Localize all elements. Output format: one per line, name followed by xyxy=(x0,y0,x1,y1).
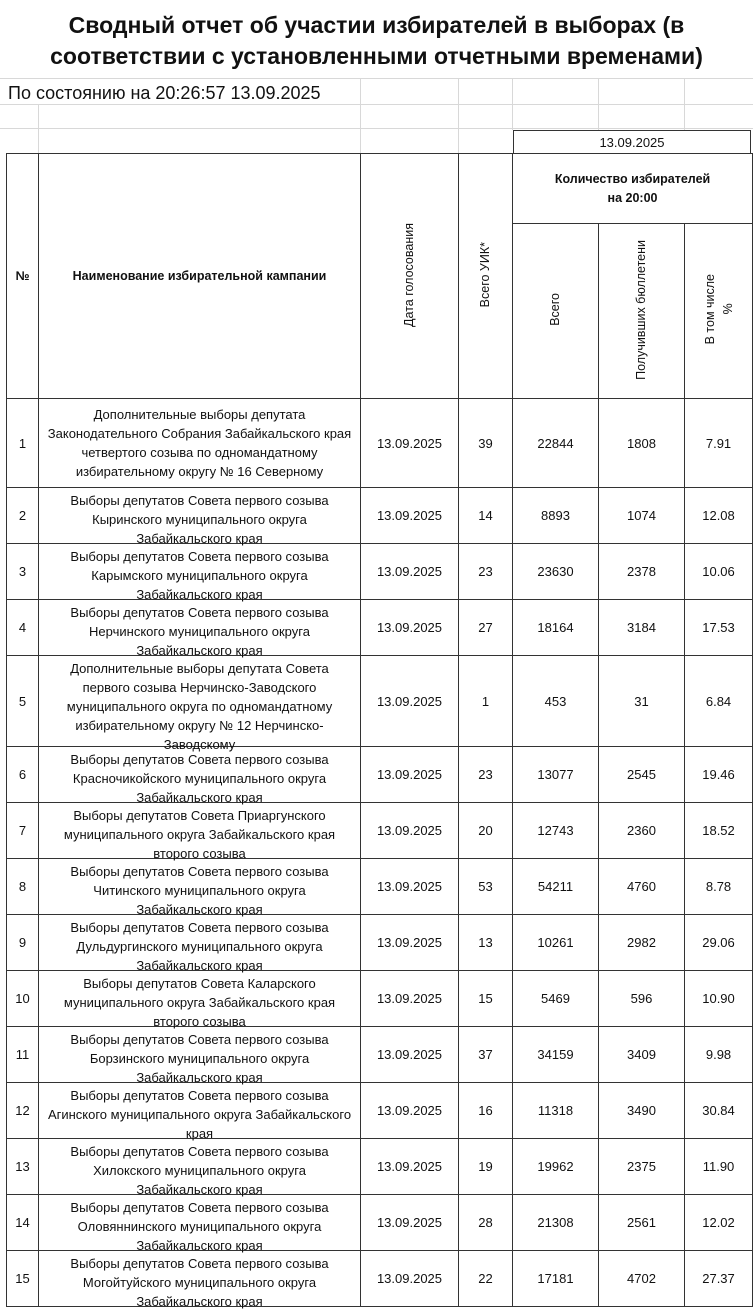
campaign-name-text: Выборы депутатов Совета первого созыва Оловяннинского муниципального округа Забайкальского края xyxy=(70,1200,329,1253)
row-vote-date: 13.09.2025 xyxy=(361,399,459,488)
row-received: 31 xyxy=(599,656,685,747)
row-uik-total: 14 xyxy=(459,488,513,544)
campaign-name-text: Выборы депутатов Совета первого созыва Карымского муниципального округа Забайкальского края xyxy=(70,549,329,602)
row-percent: 12.08 xyxy=(685,488,753,544)
row-received: 4702 xyxy=(599,1251,685,1307)
row-campaign-name xyxy=(39,600,361,656)
row-voters-total: 13077 xyxy=(513,747,599,803)
header-voters-group-label: Количество избирателей на 20:00 xyxy=(554,171,711,205)
row-vote-date: 13.09.2025 xyxy=(361,971,459,1027)
row-received: 2982 xyxy=(599,915,685,971)
row-num: 5 xyxy=(7,656,39,747)
gridline xyxy=(598,78,599,130)
row-received: 2545 xyxy=(599,747,685,803)
campaign-name-text: Выборы депутатов Совета Приаргунского муниципального округа Забайкальского края второго созыва xyxy=(63,808,336,861)
row-uik-total: 13 xyxy=(459,915,513,971)
table-row xyxy=(7,544,753,600)
header-vote-date xyxy=(361,154,459,399)
row-campaign-name xyxy=(39,971,361,1027)
row-percent: 6.84 xyxy=(685,656,753,747)
row-campaign-name xyxy=(39,1195,361,1251)
as-of-timestamp: По состоянию на 20:26:57 13.09.2025 xyxy=(8,83,321,103)
campaign-name-text: Выборы депутатов Совета первого созыва Могойтуйского муниципального округа Забайкальского края xyxy=(70,1256,329,1309)
row-voters-total: 8893 xyxy=(513,488,599,544)
row-voters-total: 11318 xyxy=(513,1083,599,1139)
campaign-name-text: Выборы депутатов Совета первого созыва Хилокского муниципального округа Забайкальского края xyxy=(70,1144,329,1197)
row-percent: 19.46 xyxy=(685,747,753,803)
row-voters-total: 17181 xyxy=(513,1251,599,1307)
campaign-name-text: Выборы депутатов Совета первого созыва Читинского муниципального округа Забайкальского края xyxy=(70,864,329,917)
row-percent: 17.53 xyxy=(685,600,753,656)
table-row xyxy=(7,971,753,1027)
row-percent: 11.90 xyxy=(685,1139,753,1195)
table-row xyxy=(7,399,753,488)
row-num: 1 xyxy=(7,399,39,488)
row-campaign-name xyxy=(39,656,361,752)
row-uik-total: 23 xyxy=(459,544,513,600)
table-row xyxy=(7,915,753,971)
row-uik-total: 27 xyxy=(459,600,513,656)
row-percent: 27.37 xyxy=(685,1251,753,1307)
campaign-name-text: Дополнительные выборы депутата Законодательного Собрания Забайкальского края четвертого созыва по одномандатному избирательному округу № 16 Северному xyxy=(47,407,352,479)
row-voters-total: 21308 xyxy=(513,1195,599,1251)
row-uik-total: 53 xyxy=(459,859,513,915)
row-uik-total: 37 xyxy=(459,1027,513,1083)
row-percent: 10.90 xyxy=(685,971,753,1027)
row-voters-total: 19962 xyxy=(513,1139,599,1195)
header-vote-date-label: Дата голосования xyxy=(402,222,416,327)
table-row xyxy=(7,1251,753,1307)
row-vote-date: 13.09.2025 xyxy=(361,915,459,971)
header-total xyxy=(513,224,599,399)
row-received: 2378 xyxy=(599,544,685,600)
row-vote-date: 13.09.2025 xyxy=(361,1027,459,1083)
row-num: 14 xyxy=(7,1195,39,1251)
row-campaign-name xyxy=(39,1139,361,1195)
gridline xyxy=(38,104,39,153)
row-received: 2561 xyxy=(599,1195,685,1251)
row-voters-total: 54211 xyxy=(513,859,599,915)
row-received: 3409 xyxy=(599,1027,685,1083)
header-received-label: Получивших бюллетени xyxy=(634,239,648,380)
row-campaign-name xyxy=(39,544,361,600)
gridline xyxy=(0,104,753,105)
row-num: 10 xyxy=(7,971,39,1027)
table-row xyxy=(7,803,753,859)
row-num: 12 xyxy=(7,1083,39,1139)
row-vote-date: 13.09.2025 xyxy=(361,1083,459,1139)
campaign-name-text: Выборы депутатов Совета первого созыва Агинского муниципального округа Забайкальского края xyxy=(47,1088,352,1141)
table-row xyxy=(7,600,753,656)
row-voters-total: 23630 xyxy=(513,544,599,600)
row-received: 1808 xyxy=(599,399,685,488)
row-received: 3490 xyxy=(599,1083,685,1139)
row-received: 4760 xyxy=(599,859,685,915)
row-received: 2360 xyxy=(599,803,685,859)
row-received: 3184 xyxy=(599,600,685,656)
row-num: 8 xyxy=(7,859,39,915)
row-num: 6 xyxy=(7,747,39,803)
row-voters-total: 453 xyxy=(513,656,599,747)
row-campaign-name xyxy=(39,1083,361,1139)
row-vote-date: 13.09.2025 xyxy=(361,859,459,915)
row-vote-date: 13.09.2025 xyxy=(361,656,459,747)
header-pct-symbol: % xyxy=(720,303,735,316)
row-percent: 12.02 xyxy=(685,1195,753,1251)
table-row xyxy=(7,1139,753,1195)
row-vote-date: 13.09.2025 xyxy=(361,544,459,600)
row-campaign-name xyxy=(39,859,361,915)
row-campaign-name xyxy=(39,915,361,971)
row-num: 15 xyxy=(7,1251,39,1307)
row-uik-total: 19 xyxy=(459,1139,513,1195)
campaign-name-text: Выборы депутатов Совета первого созыва Нерчинского муниципального округа Забайкальского края xyxy=(70,605,329,658)
row-vote-date: 13.09.2025 xyxy=(361,747,459,803)
row-vote-date: 13.09.2025 xyxy=(361,600,459,656)
row-num: 4 xyxy=(7,600,39,656)
row-vote-date: 13.09.2025 xyxy=(361,1251,459,1307)
row-campaign-name xyxy=(39,1251,361,1307)
row-voters-total: 10261 xyxy=(513,915,599,971)
row-campaign-name xyxy=(39,399,361,488)
row-num: 7 xyxy=(7,803,39,859)
row-received: 2375 xyxy=(599,1139,685,1195)
table-row xyxy=(7,747,753,803)
row-uik-total: 16 xyxy=(459,1083,513,1139)
row-vote-date: 13.09.2025 xyxy=(361,803,459,859)
table-row xyxy=(7,656,753,747)
table-row xyxy=(7,1083,753,1139)
turnout-table xyxy=(6,153,753,1307)
row-received: 596 xyxy=(599,971,685,1027)
report-date-header: 13.09.2025 xyxy=(513,130,751,154)
row-uik-total: 15 xyxy=(459,971,513,1027)
row-num: 13 xyxy=(7,1139,39,1195)
header-received xyxy=(599,224,685,399)
gridline xyxy=(360,78,361,153)
row-percent: 29.06 xyxy=(685,915,753,971)
row-uik-total: 22 xyxy=(459,1251,513,1307)
row-voters-total: 5469 xyxy=(513,971,599,1027)
campaign-name-text: Выборы депутатов Совета первого созыва Дульдургинского муниципального округа Забайкальского края xyxy=(70,920,329,973)
row-num: 11 xyxy=(7,1027,39,1083)
row-percent: 30.84 xyxy=(685,1083,753,1139)
header-percent xyxy=(685,224,753,399)
row-num: 3 xyxy=(7,544,39,600)
table-row xyxy=(7,1027,753,1083)
row-voters-total: 18164 xyxy=(513,600,599,656)
row-campaign-name xyxy=(39,488,361,544)
header-total-label: Всего xyxy=(548,293,562,326)
table-row xyxy=(7,859,753,915)
row-campaign-name xyxy=(39,803,361,859)
row-vote-date: 13.09.2025 xyxy=(361,1139,459,1195)
row-received: 1074 xyxy=(599,488,685,544)
campaign-name-text: Дополнительные выборы депутата Совета первого созыва Нерчинско-Заводского муниципального округа по одномандатному избирательному округу № 12 Нерчинско-Заводскому xyxy=(66,661,333,752)
row-campaign-name xyxy=(39,747,361,803)
row-percent: 7.91 xyxy=(685,399,753,488)
table-row xyxy=(7,488,753,544)
row-vote-date: 13.09.2025 xyxy=(361,1195,459,1251)
row-percent: 18.52 xyxy=(685,803,753,859)
header-voters-group xyxy=(513,154,753,224)
header-uik-total xyxy=(459,154,513,399)
row-num: 9 xyxy=(7,915,39,971)
row-percent: 10.06 xyxy=(685,544,753,600)
row-uik-total: 39 xyxy=(459,399,513,488)
header-campaign: Наименование избирательной кампании xyxy=(39,154,361,399)
table-body xyxy=(7,399,753,1307)
header-including-label: В том числе xyxy=(702,274,717,345)
campaign-name-text: Выборы депутатов Совета первого созыва Красночикойского муниципального округа Забайкальского края xyxy=(70,752,329,805)
row-percent: 9.98 xyxy=(685,1027,753,1083)
header-percent-label xyxy=(701,274,737,344)
gridline xyxy=(512,78,513,130)
row-uik-total: 1 xyxy=(459,656,513,747)
row-vote-date: 13.09.2025 xyxy=(361,488,459,544)
row-voters-total: 12743 xyxy=(513,803,599,859)
row-percent: 8.78 xyxy=(685,859,753,915)
gridline xyxy=(0,128,753,129)
gridline xyxy=(458,78,459,153)
gridline xyxy=(684,78,685,130)
row-uik-total: 28 xyxy=(459,1195,513,1251)
gridline xyxy=(0,78,753,79)
campaign-name-text: Выборы депутатов Совета первого созыва Кыринского муниципального округа Забайкальского края xyxy=(70,493,329,546)
row-uik-total: 20 xyxy=(459,803,513,859)
row-voters-total: 22844 xyxy=(513,399,599,488)
header-num: № xyxy=(7,154,39,399)
row-uik-total: 23 xyxy=(459,747,513,803)
row-num: 2 xyxy=(7,488,39,544)
header-uik-total-label: Всего УИК* xyxy=(478,241,492,308)
table-row xyxy=(7,1195,753,1251)
report-title: Сводный отчет об участии избирателей в выборах (в соответствии с установленными отчетными временами) xyxy=(50,12,703,69)
campaign-name-text: Выборы депутатов Совета Каларского муниципального округа Забайкальского края второго созыва xyxy=(63,976,336,1029)
campaign-name-text: Выборы депутатов Совета первого созыва Борзинского муниципального округа Забайкальского края xyxy=(70,1032,329,1085)
row-voters-total: 34159 xyxy=(513,1027,599,1083)
row-campaign-name xyxy=(39,1027,361,1083)
